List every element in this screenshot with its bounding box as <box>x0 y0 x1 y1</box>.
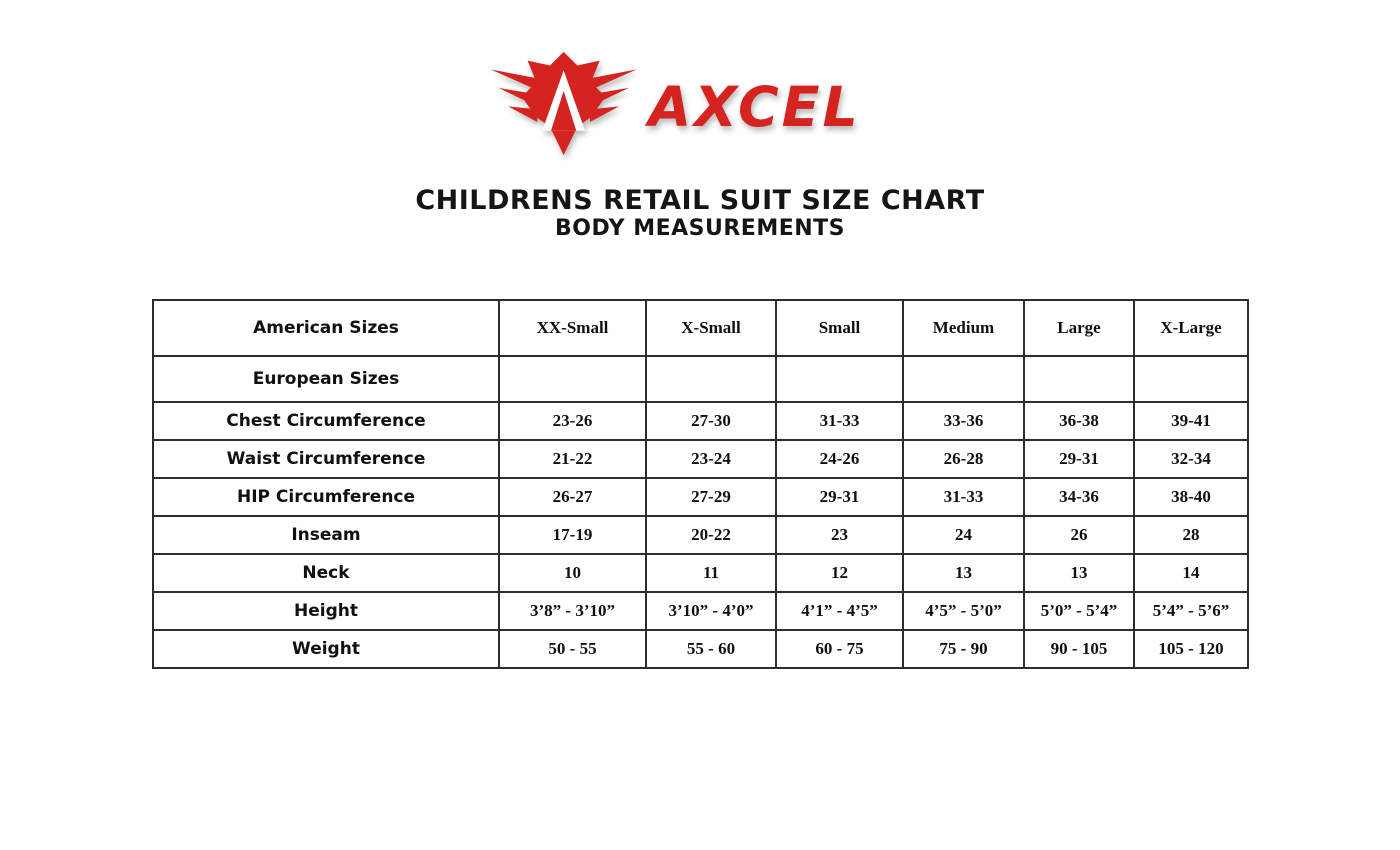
size-cell: 38-40 <box>1134 478 1248 516</box>
size-cell: 5’0” - 5’4” <box>1024 592 1134 630</box>
size-cell <box>646 356 776 402</box>
row-label: Chest Circumference <box>153 402 499 440</box>
table-row <box>153 440 1248 478</box>
size-table <box>152 299 1249 669</box>
column-header-x-small: X-Small <box>646 300 776 356</box>
axcel-logo-graphic <box>490 48 910 160</box>
column-header-large: Large <box>1024 300 1134 356</box>
size-cell: 3’8” - 3’10” <box>499 592 646 630</box>
size-cell: 17-19 <box>499 516 646 554</box>
table-row <box>153 554 1248 592</box>
axcel-logo <box>0 48 1400 160</box>
row-label: Neck <box>153 554 499 592</box>
row-label: Height <box>153 592 499 630</box>
size-cell <box>1024 356 1134 402</box>
size-cell: 23-24 <box>646 440 776 478</box>
axcel-wordmark: AXCEL <box>648 74 861 140</box>
size-cell: 4’5” - 5’0” <box>903 592 1024 630</box>
size-cell: 14 <box>1134 554 1248 592</box>
size-cell: 36-38 <box>1024 402 1134 440</box>
size-cell: 50 - 55 <box>499 630 646 668</box>
size-cell: 27-29 <box>646 478 776 516</box>
size-cell: 11 <box>646 554 776 592</box>
row-label: Inseam <box>153 516 499 554</box>
column-header-x-large: X-Large <box>1134 300 1248 356</box>
table-row <box>153 356 1248 402</box>
size-cell: 29-31 <box>1024 440 1134 478</box>
size-cell: 10 <box>499 554 646 592</box>
column-header-xx-small: XX-Small <box>499 300 646 356</box>
size-cell: 34-36 <box>1024 478 1134 516</box>
size-cell: 23-26 <box>499 402 646 440</box>
size-cell: 26-28 <box>903 440 1024 478</box>
table-row <box>153 478 1248 516</box>
size-cell: 60 - 75 <box>776 630 903 668</box>
size-cell: 32-34 <box>1134 440 1248 478</box>
row-label: Waist Circumference <box>153 440 499 478</box>
table-row <box>153 402 1248 440</box>
size-cell: 4’1” - 4’5” <box>776 592 903 630</box>
size-cell: 23 <box>776 516 903 554</box>
size-cell: 31-33 <box>776 402 903 440</box>
row-label: European Sizes <box>153 356 499 402</box>
size-cell: 24-26 <box>776 440 903 478</box>
table-header-row <box>153 300 1248 356</box>
column-header-small: Small <box>776 300 903 356</box>
size-cell: 13 <box>1024 554 1134 592</box>
table-row <box>153 592 1248 630</box>
size-cell: 27-30 <box>646 402 776 440</box>
size-cell: 24 <box>903 516 1024 554</box>
table-row <box>153 516 1248 554</box>
size-cell <box>499 356 646 402</box>
size-cell: 29-31 <box>776 478 903 516</box>
row-label: HIP Circumference <box>153 478 499 516</box>
size-cell: 20-22 <box>646 516 776 554</box>
size-cell: 12 <box>776 554 903 592</box>
size-cell: 26 <box>1024 516 1134 554</box>
size-cell: 39-41 <box>1134 402 1248 440</box>
size-cell: 33-36 <box>903 402 1024 440</box>
row-label-american-sizes: American Sizes <box>153 300 499 356</box>
size-cell: 105 - 120 <box>1134 630 1248 668</box>
size-cell <box>1134 356 1248 402</box>
size-cell: 3’10” - 4’0” <box>646 592 776 630</box>
column-header-medium: Medium <box>903 300 1024 356</box>
page-title: CHILDRENS RETAIL SUIT SIZE CHART <box>415 185 985 216</box>
size-cell: 28 <box>1134 516 1248 554</box>
row-label: Weight <box>153 630 499 668</box>
size-cell: 90 - 105 <box>1024 630 1134 668</box>
size-cell <box>776 356 903 402</box>
size-cell: 21-22 <box>499 440 646 478</box>
size-cell: 5’4” - 5’6” <box>1134 592 1248 630</box>
size-cell: 75 - 90 <box>903 630 1024 668</box>
size-cell: 13 <box>903 554 1024 592</box>
page-subtitle: BODY MEASUREMENTS <box>554 216 846 241</box>
table-row <box>153 630 1248 668</box>
size-cell: 26-27 <box>499 478 646 516</box>
size-cell: 55 - 60 <box>646 630 776 668</box>
axcel-emblem-icon <box>491 52 637 155</box>
size-cell: 31-33 <box>903 478 1024 516</box>
size-cell <box>903 356 1024 402</box>
